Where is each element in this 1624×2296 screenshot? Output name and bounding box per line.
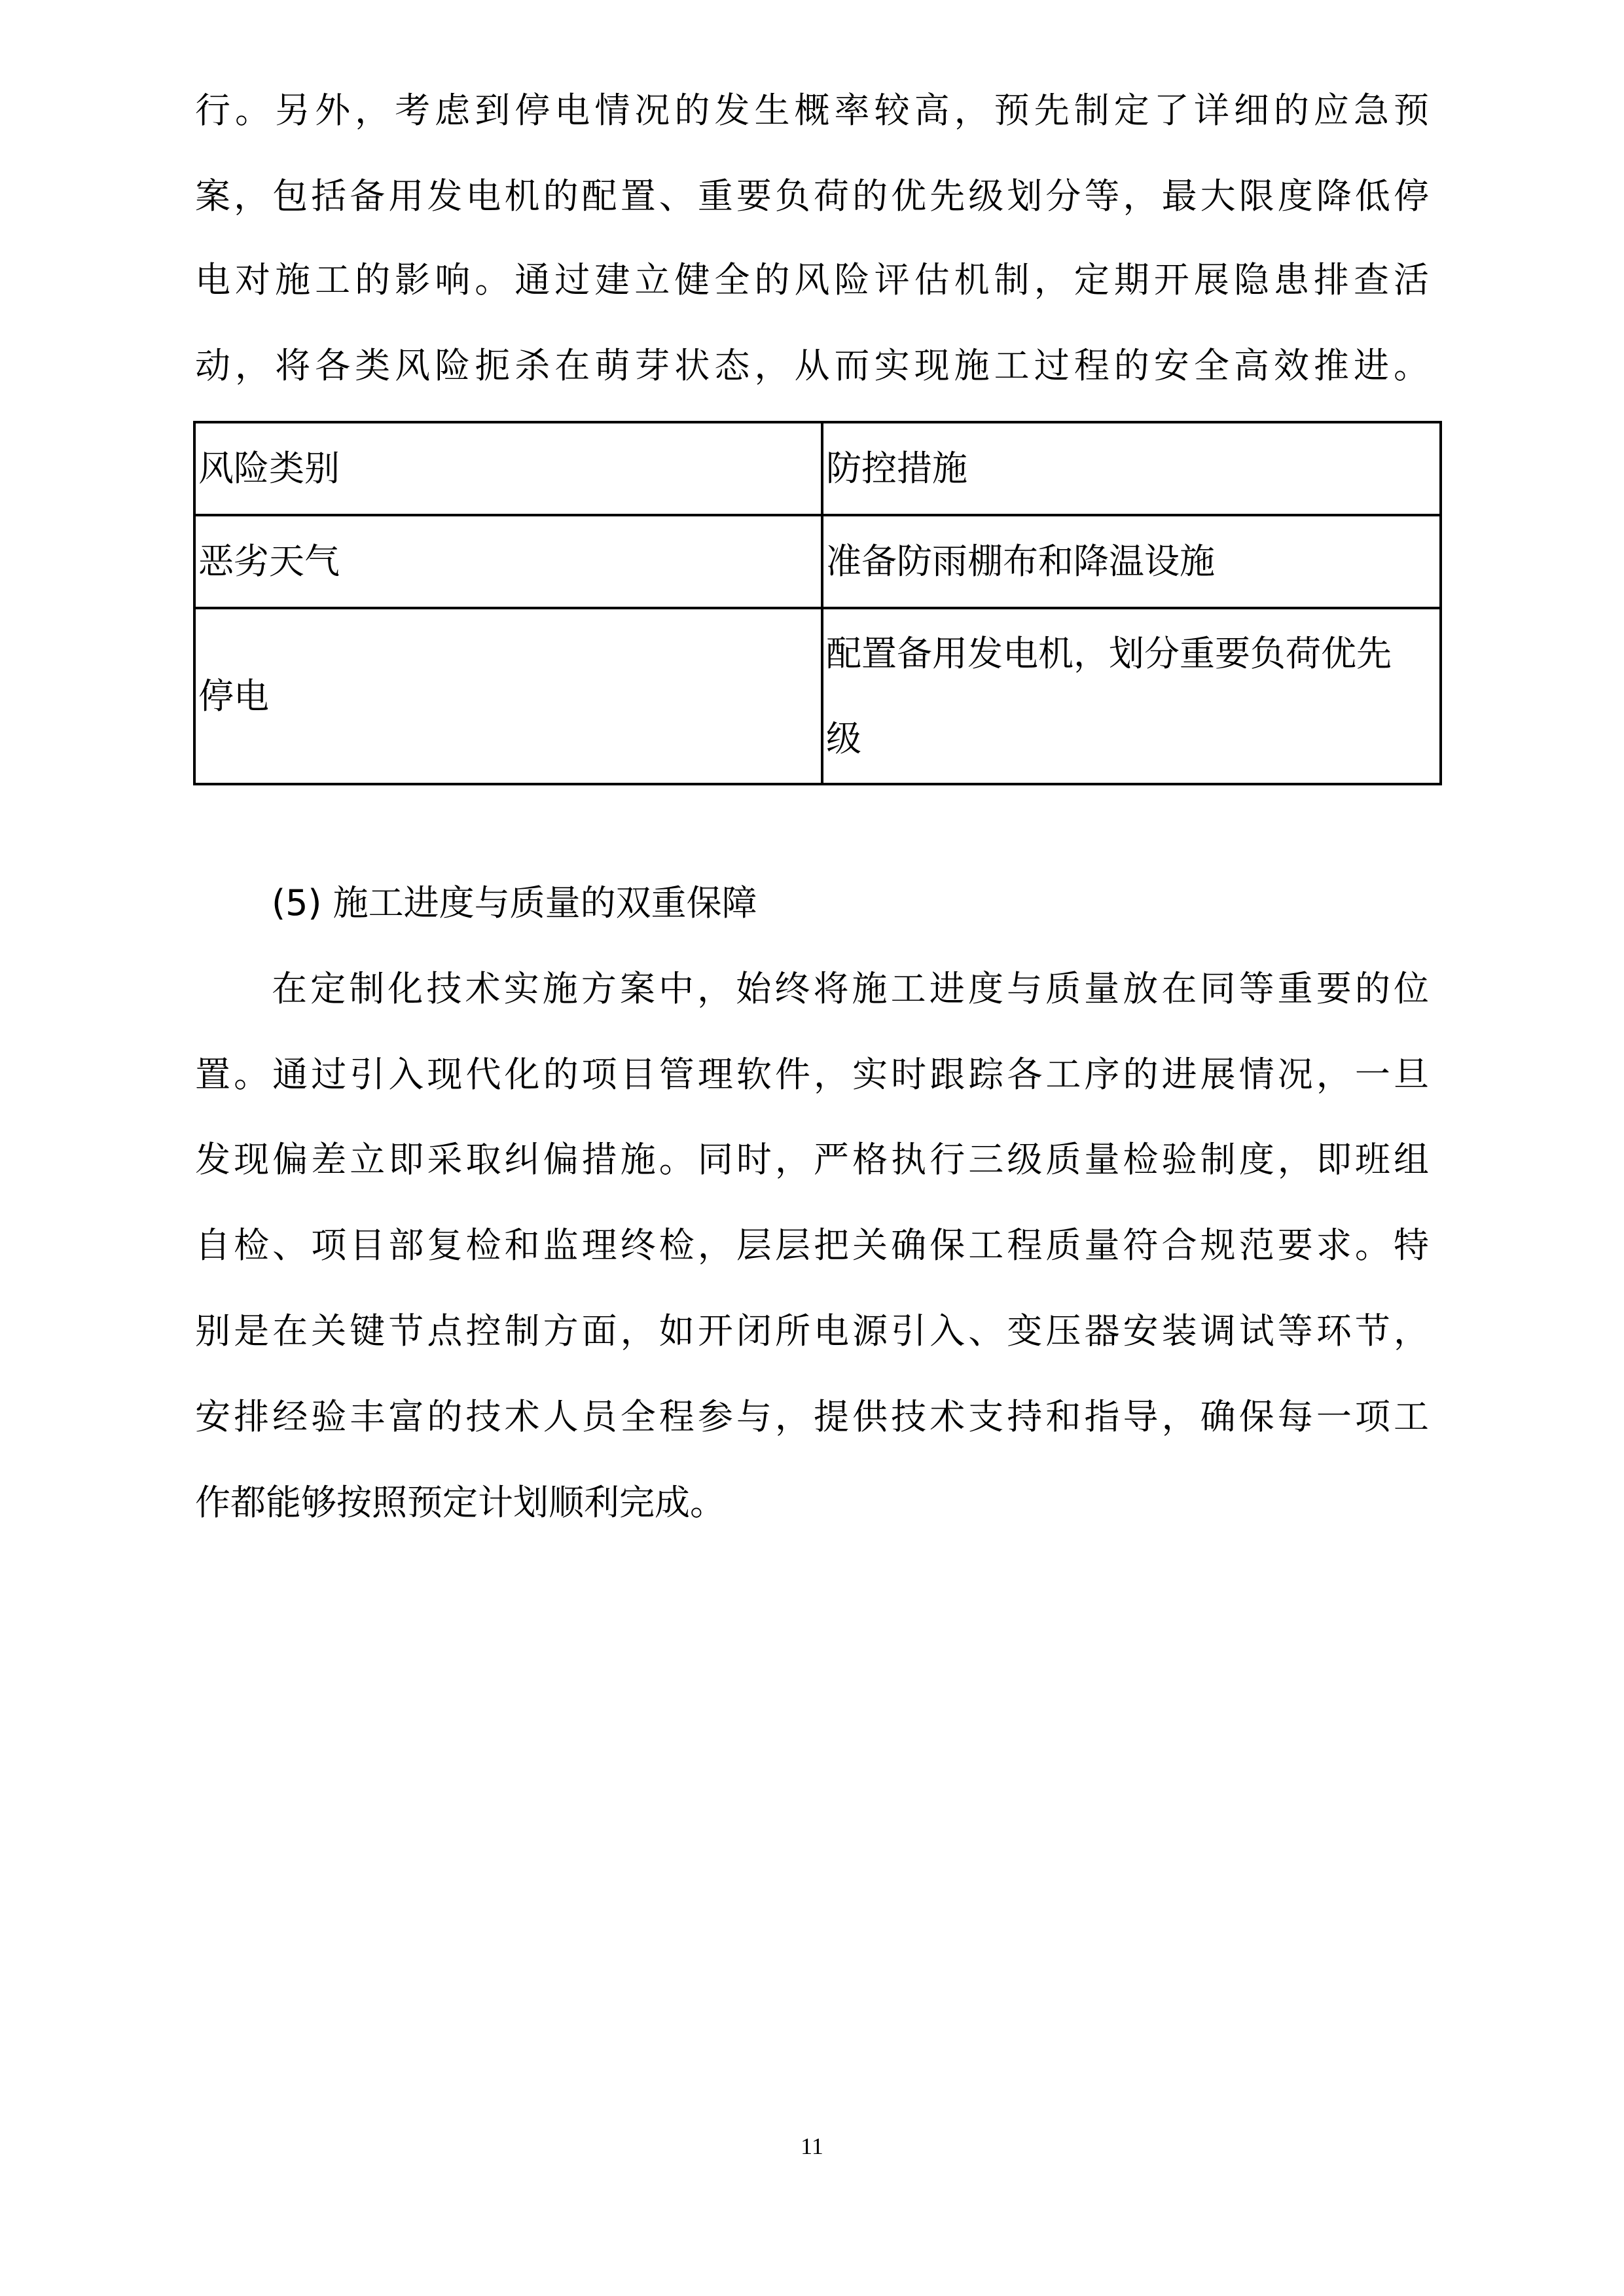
text-line: 行。另外，考虑到停电情况的发生概率较高，预先制定了详细的应急预: [195, 90, 1429, 131]
table-cell: 准备防雨棚布和降温设施: [822, 515, 1441, 608]
table-row: [194, 608, 1441, 784]
risk-control-table: [193, 421, 1442, 785]
table-cell: [822, 608, 1441, 784]
text-line: 案，包括备用发电机的配置、重要负荷的优先级划分等，最大限度降低停: [195, 175, 1429, 217]
text-line: 别是在关键节点控制方面，如开闭所电源引入、变压器安装调试等环节，: [195, 1310, 1429, 1352]
text-line: 自检、项目部复检和监理终检，层层把关确保工程质量符合规范要求。特: [195, 1225, 1429, 1266]
text-line: 电对施工的影响。通过建立健全的风险评估机制，定期开展隐患排查活: [195, 259, 1429, 300]
table-cell: 恶劣天气: [194, 515, 822, 608]
cell-line: 配置备用发电机，划分重要负荷优先: [826, 632, 1392, 674]
text-line: 作都能够按照预定计划顺利完成。: [195, 1482, 725, 1523]
table-header-row: [194, 422, 1441, 515]
text-line: 动，将各类风险扼杀在萌芽状态，从而实现施工过程的安全高效推进。: [195, 345, 1429, 386]
page-number: 11: [801, 2133, 823, 2159]
table-cell: 停电: [194, 608, 822, 784]
cell-line: 级: [826, 717, 861, 759]
text-line: 置。通过引入现代化的项目管理软件，实时跟踪各工序的进展情况，一旦: [195, 1054, 1429, 1095]
table-header-cell: 防控措施: [822, 422, 1441, 515]
table-row: [194, 515, 1441, 608]
text-line: 安排经验丰富的技术人员全程参与，提供技术支持和指导，确保每一项工: [195, 1396, 1429, 1437]
section-heading: (5) 施工进度与质量的双重保障: [272, 882, 757, 924]
text-line: 在定制化技术实施方案中，始终将施工进度与质量放在同等重要的位: [272, 968, 1429, 1009]
table-header-cell: 风险类别: [194, 422, 822, 515]
text-line: 发现偏差立即采取纠偏措施。同时，严格执行三级质量检验制度，即班组: [195, 1139, 1429, 1180]
